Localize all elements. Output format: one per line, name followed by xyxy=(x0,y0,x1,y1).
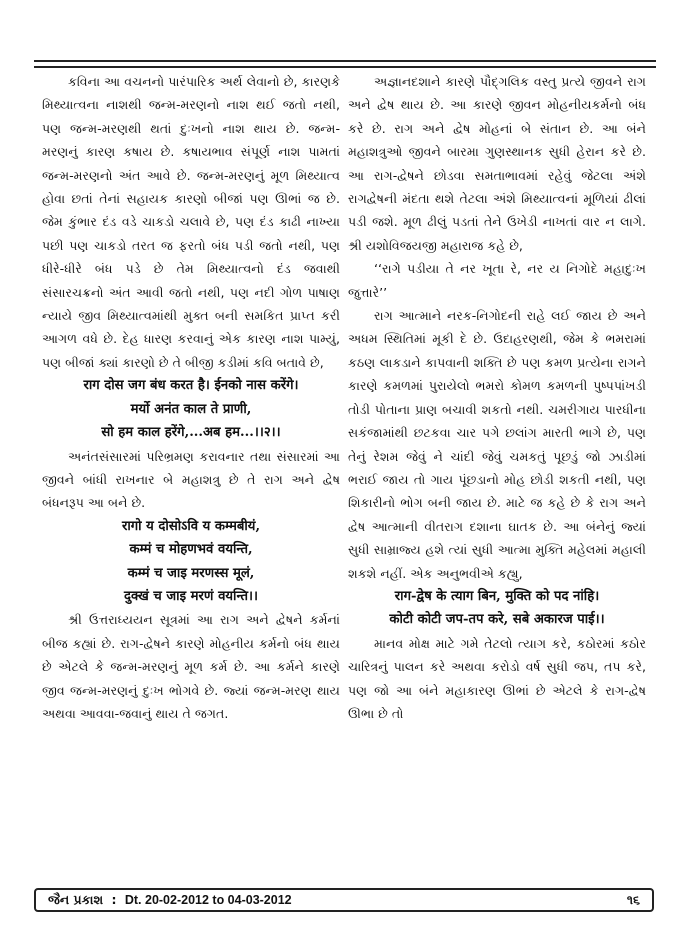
header-rule-top xyxy=(34,60,656,62)
hindi-verse-line: सो हम काल हरेंगे,...अब हम...।।२।। xyxy=(101,425,281,441)
issue-date: Dt. 20-02-2012 to 04-03-2012 xyxy=(124,893,292,907)
prakrit-verse-line: कम्मं च जाइ मरणस्स मूलं, xyxy=(127,565,255,581)
paragraph: રાગ આત્માને નરક-નિગોદની રાહે લઈ જાય છે અને અધમ સ્થિતિમાં મૂકી દે છે. ઉદાહરણથી, જેમ કે ભમરામાં કઠણ લાકડાને કાપવાની શક્તિ છે પણ કમળ પ્રત્યેના રાગને કારણે કમળમાં પુરાયેલો ભમરો કોમળ કમળની પુષ્પપાંખડી તોડી પોતાના પ્રાણ બચાવી શકતો નથી. ચમરીગાય પારધીના સકંજામાંથી છટકવા ચાર પગે છલાંગ મારતી ભાગે છે, પણ તેનું રેશમ જેવું ને ચાંદી જેવું ચમકતું પૂછડું જો ઝાડીમાં ભરાઈ જાય તો ગાય પૂંછડાનો મોહ છોડી શકતી નથી, પણ શિકારીનો ભોગ બની જાય છે. માટે જ કહે છે કે રાગ અને દ્વેષ આત્માની વીતરાગ દશાના ઘાતક છે. આ બંનેનું જ્યાં સુધી સામ્રાજ્ય હશે ત્યાં સુધી આત્મા મુક્તિ મહેલમાં મહાલી શકશે નહીં. એક અનુભવીએ કહ્યુ, xyxy=(348,308,646,581)
page-footer xyxy=(34,888,654,912)
footer-separator: : xyxy=(111,892,117,907)
hindi-verse-line: राग दोस जग बंध करत है। ईनको नास करेंगे। xyxy=(83,378,299,394)
footer-publication-info xyxy=(48,892,296,908)
paragraph: કવિના આ વચનનો પારંપારિક અર્થ લેવાનો છે, કારણકે મિથ્યાત્વના નાશથી જન્મ-મરણનો નાશ થઈ જતો નથી, પણ જન્મ-મરણથી થતાં દુઃખનો નાશ થાય છે. જન્મ-મરણનું કારણ કષાય છે. કષાયભાવ સંપૂર્ણ નાશ પામતાં જન્મ-મરણનો અંત આવે છે. જન્મ-મરણનું મૂળ મિથ્યાત્વ હોવા છતાં તેનાં સહાયક કારણો બીજાં પણ ઊભાં જ છે. જેમ કુંભાર દંડ વડે ચાકડો ચલાવે છે, પણ દંડ કાઢી નાખ્યા પછી પણ ચાકડો તરત જ ફરતો બંધ પડી જતો નથી, પણ ધીરે-ધીરે બંધ પડે છે તેમ મિથ્યાત્વનો દંડ જવાથી સંસારચક્રનો અંત આવી જતો નથી, પણ નદી ગોળ પાષાણ ન્યાયે જીવ મિથ્યાત્વમાંથી મુક્ત બની સમકિત પ્રાપ્ત કરી આગળ વધે છે. દેહ ધારણ કરવાનું એક કારણ નાશ પામ્યું, પણ બીજાં ક્યાં કારણો છે તે બીજી કડીમાં કવિ બતાવે છે, xyxy=(42,74,340,370)
hindi-verse-line: कोटी कोटी जप-तप करे, सबे अकारज पाई।। xyxy=(389,612,605,628)
header-rule-bottom xyxy=(34,66,656,68)
prakrit-verse-line: रागो य दोसोऽवि य कम्मबीयं, xyxy=(121,518,261,534)
right-column xyxy=(348,70,646,725)
prakrit-verse-line: कम्मं च मोहणभवं वयन्ति, xyxy=(129,542,253,558)
hindi-verse-line: राग-द्वेष के त्याग बिन, मुक्ति को पद नांहि। xyxy=(394,588,600,604)
left-column xyxy=(42,70,340,725)
quote: ‘‘રાગે પડીયા તે નર ખૂતા રે, નર ય નિગોદે મહાદુઃખ જુત્તારે’’ xyxy=(348,261,646,300)
paragraph: માનવ મોક્ષ માટે ગમે તેટલો ત્યાગ કરે, કઠોરમાં કઠોર ચારિત્રનું પાલન કરે અથવા કરોડો વર્ષ સુધી જપ, તપ કરે, પણ જો આ બંને મહાકારણ ઊભાં છે એટલે કે રાગ-દ્વેષ ઊભા છે તો xyxy=(348,635,646,721)
page-number: ૧૬ xyxy=(626,892,640,907)
publication-name: જૈન પ્રકાશ xyxy=(48,892,104,907)
paragraph: શ્રી ઉત્તરાધ્યયન સૂત્રમાં આ રાગ અને દ્વેષને કર્મનાં બીજ કહ્યાં છે. રાગ-દ્વેષને કારણે મોહનીય કર્મનો બંધ થાય છે એટલે કે જન્મ-મરણનું મૂળ કર્મ છે. આ કર્મને કારણે જીવ જન્મ-મરણનું દુઃખ ભોગવે છે. જ્યાં જન્મ-મરણ થાય અથવા આવવા-જવાનું થાય તે જગત. xyxy=(42,612,340,721)
hindi-verse-line: मर्यो अनंत काल ते प्राणी, xyxy=(130,401,252,417)
paragraph: અનંતસંસારમાં પરિભ્રમણ કરાવનાર તથા સંસારમાં આ જીવને બાંધી રાખનાર બે મહાશત્રુ છે તે રાગ અને દ્વેષ બંધનરૂપ આ બને છે. xyxy=(42,448,340,511)
paragraph: અજ્ઞાનદશાને કારણે પૌદ્ગલિક વસ્તુ પ્રત્યે જીવને રાગ અને દ્વેષ થાય છે. આ કારણે જીવન મોહનીયકર્મનો બંધ કરે છે. રાગ અને દ્વેષ મોહનાં બે સંતાન છે. આ બંને મહાશત્રુઓ જીવને બારમા ગુણસ્થાનક સુધી હેરાન કરે છે. આ રાગ-દ્વેષને છોડવા સમતાભાવમાં રહેવું જેટલા અંશે રાગદ્વેષની મંદતા થશે તેટલા અંશે મિથ્યાત્વનાં મૂળિયાં ઢીલાં પડી જશે. મૂળ ઢીલું પડતાં તેને ઉખેડી નાખતાં વાર ન લાગે. શ્રી યશોવિજયજી મહારાજ કહે છે, xyxy=(348,74,646,253)
prakrit-verse-line: दुक्खं च जाइ मरणं वयन्ति।। xyxy=(123,588,259,604)
